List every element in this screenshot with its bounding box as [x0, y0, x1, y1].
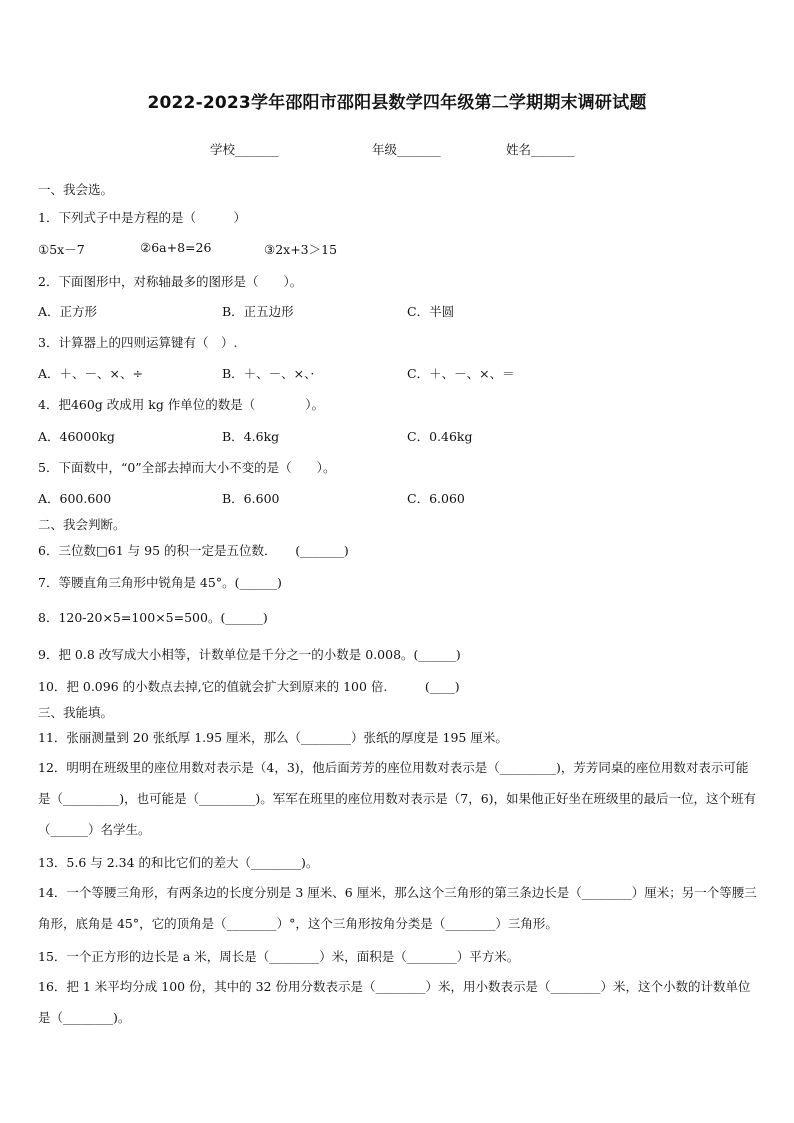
- q1-option-1: ①5x－7: [38, 242, 85, 257]
- question-12: 12．明明在班级里的座位用数对表示是（4，3)，他后面芳芳的座位用数对表示是（_________)，芳芳同桌的座位用数对表示可能是（_________)，也可能是（_________)。军军在班里的座位用数对表示是（7，6)，如果他正好坐在班级里的最后一位，这个班有（______）名学生。: [38, 760, 757, 837]
- q1-option-3: ③2x+3＞15: [264, 242, 338, 257]
- q3-option-b: B．＋、－、×、·: [222, 366, 315, 381]
- question-5: 5．下面数中，“0”全部去掉而大小不变的是（ ）。: [38, 460, 336, 475]
- question-6: 6．三位数□61 与 95 的积一定是五位数． (_______): [38, 543, 349, 558]
- name-field: 姓名_______: [506, 142, 575, 157]
- q5-option-b: B．6.600: [222, 491, 280, 506]
- question-16: 16．把 1 米平均分成 100 份，其中的 32 份用分数表示是（________）米，用小数表示是（________）米，这个小数的计数单位是（________)。: [38, 979, 751, 1025]
- question-15: 15．一个正方形的边长是 a 米，周长是（________）米，面积是（________）平方米。: [38, 949, 520, 964]
- question-8: 8．120-20×5=100×5=500。(______): [38, 610, 268, 625]
- question-13: 13．5.6 与 2.34 的和比它们的差大（________)。: [38, 855, 319, 870]
- section-heading-3: 三、我能填。: [38, 705, 114, 720]
- q3-option-c: C．＋、－、×、＝: [407, 366, 515, 381]
- q4-option-b: B．4.6kg: [222, 429, 280, 444]
- q1-option-2: ②6a+8=26: [140, 240, 212, 255]
- q2-option-c: C．半圆: [407, 304, 455, 319]
- section-heading-1: 一、我会选。: [38, 182, 114, 197]
- q4-option-c: C．0.46kg: [407, 429, 473, 444]
- grade-field: 年级_______: [372, 142, 441, 157]
- q5-option-c: C．6.060: [407, 491, 465, 506]
- section-heading-2: 二、我会判断。: [38, 517, 126, 532]
- question-7: 7．等腰直角三角形中锐角是 45°。(______): [38, 575, 282, 590]
- question-9: 9．把 0.8 改写成大小相等，计数单位是千分之一的小数是 0.008。(______): [38, 647, 461, 662]
- q5-option-a: A．600.600: [38, 491, 112, 506]
- q4-option-a: A．46000kg: [38, 429, 115, 444]
- question-1: 1．下列式子中是方程的是（ ）: [38, 210, 246, 225]
- page-title: 2022-2023学年邵阳市邵阳县数学四年级第二学期期末调研试题: [147, 93, 647, 113]
- question-3: 3．计算器上的四则运算键有（ ）.: [38, 335, 238, 350]
- q3-option-a: A．＋、－、×、÷: [38, 366, 143, 381]
- question-10: 10．把 0.096 的小数点去掉,它的值就会扩大到原来的 100 倍. (____): [38, 679, 460, 694]
- question-11: 11．张丽测量到 20 张纸厚 1.95 厘米，那么（________）张纸的厚度是 195 厘米。: [38, 730, 508, 745]
- question-14: 14．一个等腰三角形，有两条边的长度分别是 3 厘米、6 厘米，那么这个三角形的第三条边长是（________）厘米；另一个等腰三角形，底角是 45°，它的顶角是（________）°，这个三角形按角分类是（________）三角形。: [38, 885, 757, 931]
- question-2: 2．下面图形中，对称轴最多的图形是（ ）。: [38, 274, 303, 289]
- question-4: 4．把460g 改成用 kg 作单位的数是（ ）。: [38, 397, 325, 412]
- q2-option-a: A．正方形: [38, 304, 98, 319]
- school-field: 学校_______: [210, 142, 279, 157]
- q2-option-b: B．正五边形: [222, 304, 294, 319]
